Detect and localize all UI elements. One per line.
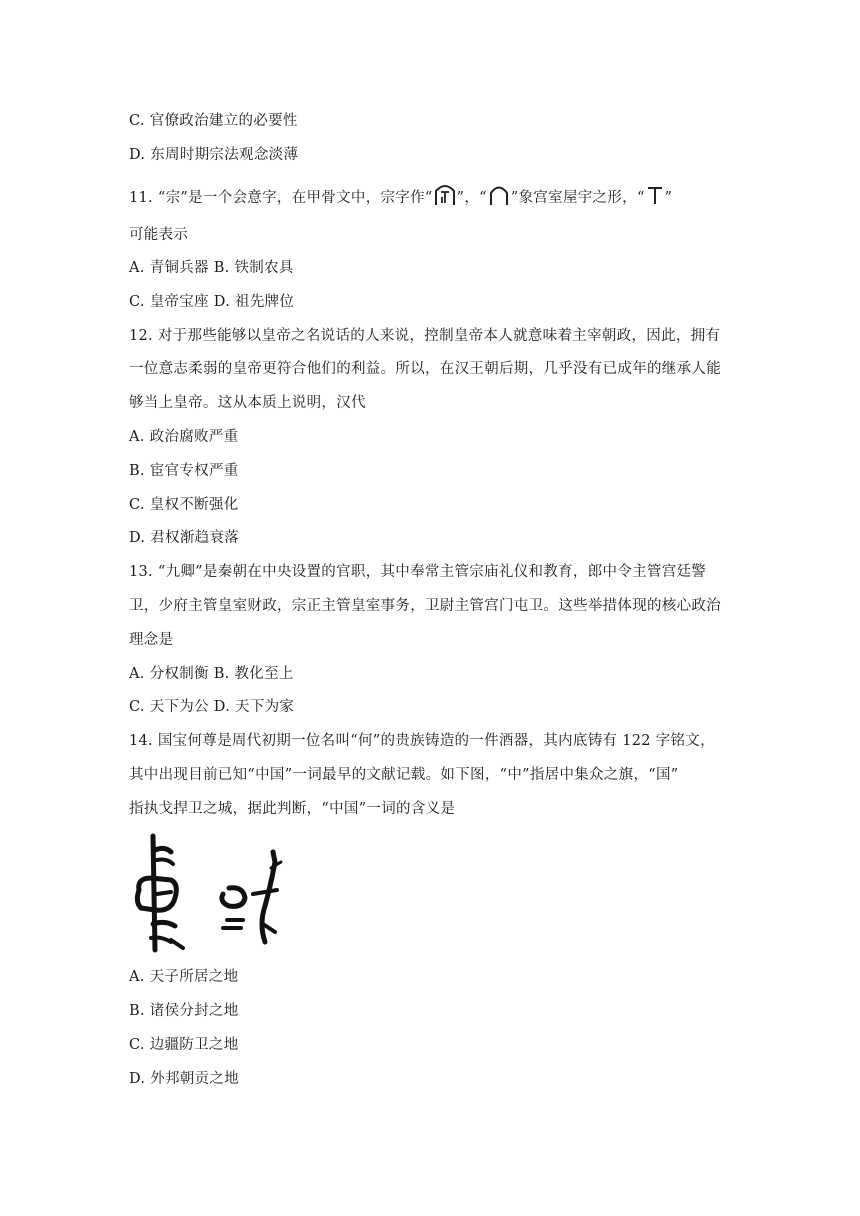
q12-stem-line1: 12. 对于那些能够以皇帝之名说话的人来说，控制皇帝本人就意味着主宰朝政，因此，拥有	[129, 328, 721, 344]
q12-stem-line3: 够当上皇帝。这从本质上说明，汉代	[129, 395, 366, 411]
q10-option-d: D. 东周时期宗法观念淡薄	[129, 147, 299, 163]
q12-stem-line2: 一位意志柔弱的皇帝更符合他们的利益。所以，在汉王朝后期，几乎没有已成年的继承人能	[129, 361, 721, 377]
q14-option-b: B. 诸侯分封之地	[129, 1003, 239, 1019]
q11-stem-line1	[129, 186, 672, 210]
q12-option-b: B. 宦官专权严重	[129, 463, 239, 479]
q13-stem-line1: 13. “九卿”是秦朝在中央设置的官职，其中奉常主管宗庙礼仪和教育，郎中令主管宫廷警	[129, 564, 707, 580]
q14-stem-line3: 指执戈捍卫之城，据此判断，“中国”一词的含义是	[129, 801, 456, 817]
zong-oracle-glyph-icon	[434, 183, 456, 213]
q12-option-d: D. 君权渐趋衰落	[129, 530, 240, 546]
q11-stem-part1: 11. “宗”是一个会意字，在甲骨文中，宗字作“	[129, 190, 433, 206]
q14-stem-line2: 其中出现目前已知“中国”一词最早的文献记载。如下图，“中”指居中集众之旗，“国”	[129, 767, 679, 783]
q13-option-cd: C. 天下为公 D. 天下为家	[129, 699, 295, 715]
q11-option-ab: A. 青铜兵器 B. 铁制农具	[129, 260, 294, 276]
roof-oracle-glyph-icon	[488, 183, 510, 213]
q14-option-c: C. 边疆防卫之地	[129, 1037, 239, 1053]
q11-stem-part4: ”	[664, 190, 673, 206]
q11-stem-part2: ”，“	[456, 190, 487, 206]
q11-option-cd: C. 皇帝宝座 D. 祖先牌位	[129, 294, 295, 310]
q14-option-a: A. 天子所居之地	[129, 969, 239, 985]
q14-option-d: D. 外邦朝贡之地	[129, 1071, 240, 1087]
q12-option-c: C. 皇权不断强化	[129, 497, 239, 513]
q11-stem-line2: 可能表示	[129, 227, 189, 243]
q14-stem-line1: 14. 国宝何尊是周代初期一位名叫“何”的贵族铸造的一件酒器，其内底铸有 122 字铭文，	[129, 733, 715, 749]
bronze-inscription-image	[131, 832, 287, 958]
q11-stem-part3: ”象宫室屋宇之形，“	[510, 190, 645, 206]
q13-option-ab: A. 分权制衡 B. 教化至上	[129, 666, 294, 682]
q13-stem-line3: 理念是	[129, 632, 174, 648]
q12-option-a: A. 政治腐败严重	[129, 429, 239, 445]
q10-option-c: C. 官僚政治建立的必要性	[129, 113, 298, 129]
q13-stem-line2: 卫，少府主管皇室财政，宗正主管皇室事务，卫尉主管宫门屯卫。这些举措体现的核心政治	[129, 598, 721, 614]
altar-oracle-glyph-icon	[646, 183, 664, 213]
